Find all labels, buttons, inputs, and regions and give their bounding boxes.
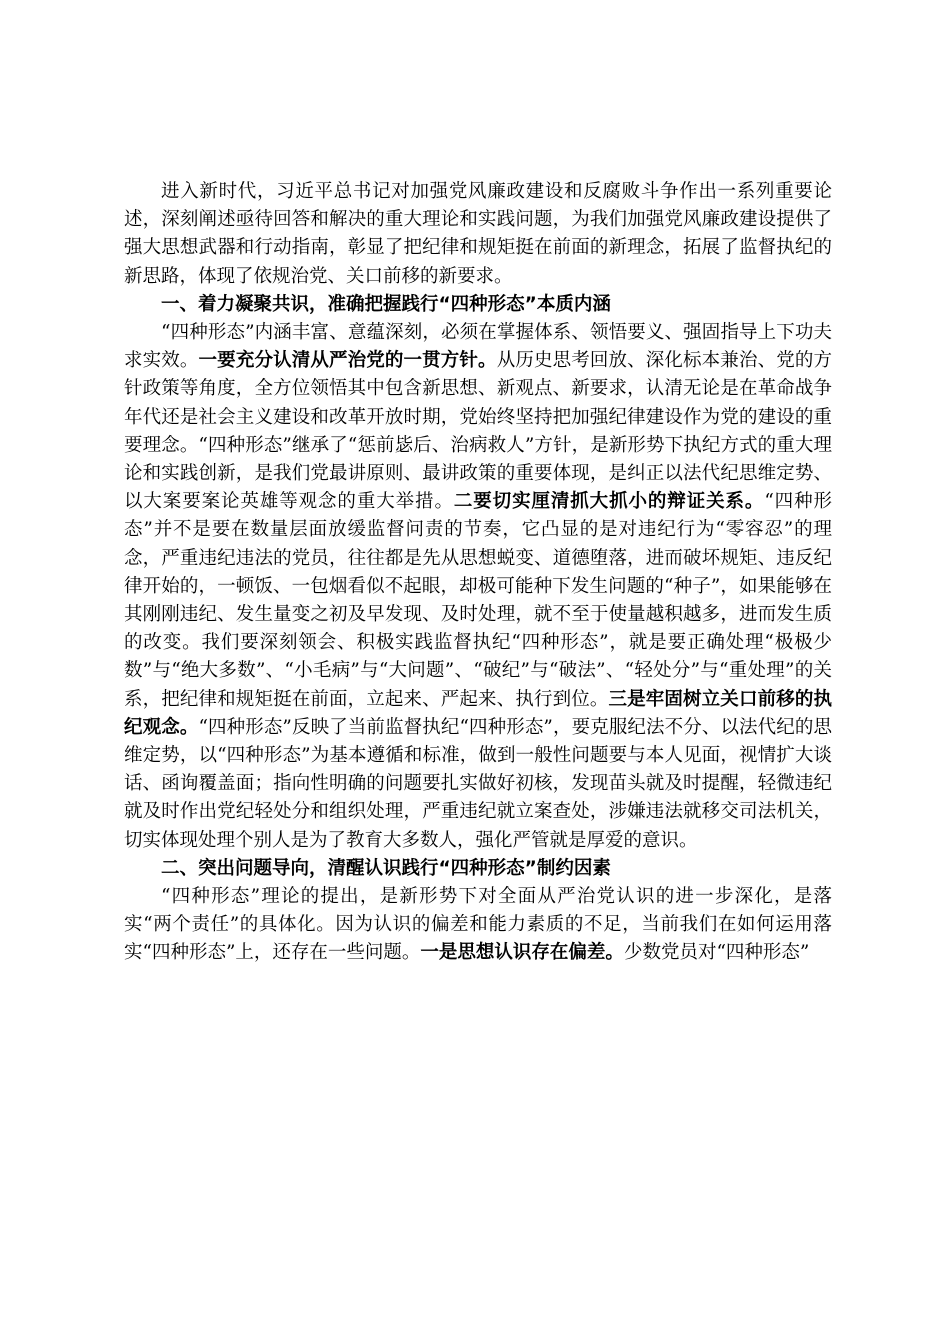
intro-paragraph: 进入新时代，习近平总书记对加强党风廉政建设和反腐败斗争作出一系列重要论述，深刻阐述亟待回答和解决的重大理论和实践问题，为我们加强党风廉政建设提供了强大思想武器和行动指南，彰显了把纪律和规矩挺在前面的新理念，拓展了监督执纪的新思路，体现了依规治党、关口前移的新要求。 bbox=[124, 181, 832, 287]
section-1-heading: 一、着力凝聚共识，准确把握践行“四种形态”本质内涵 bbox=[161, 293, 611, 315]
section-1-point-3-title: 三是牢固树立关口前移的执纪观念。 bbox=[124, 688, 832, 738]
document-body bbox=[124, 178, 832, 968]
section-2-point-1-text: 少数党员对“四种形态” bbox=[623, 942, 810, 964]
section-1-point-2-title: 二要切实厘清抓大抓小的辩证关系。 bbox=[453, 491, 765, 513]
section-1-lead: “四种形态”内涵丰富、意蕴深刻，必须在掌握体系、领悟要义、强固指导上下功夫求实效。 bbox=[124, 322, 832, 372]
section-1-point-1-title: 一要充分认清从严治党的一贯方针。 bbox=[198, 350, 497, 372]
section-2-point-1-title: 一是思想认识存在偏差。 bbox=[420, 942, 624, 964]
section-1-point-1-text: 从历史思考回放、深化标本兼治、党的方针政策等角度，全方位领悟其中包含新思想、新观点、新要求，认清无论是在革命战争年代还是社会主义建设和改革开放时期，党始终坚持把加强纪律建设作为党的建设的重要理念。“四种形态”继承了“惩前毖后、治病救人”方针，是新形势下执纪方式的重大理论和实践创新，是我们党最讲原则、最讲政策的重要体现，是纠正以法代纪思维定势、以大案要案论英雄等观念的重大举措。 bbox=[124, 350, 832, 513]
section-1-point-2-text: “四种形态”并不是要在数量层面放缓监督问责的节奏，它凸显的是对违纪行为“零容忍”的理念，严重违纪违法的党员，往往都是先从思想蜕变、道德堕落，进而破坏规矩、违反纪律开始的，一顿饭、一包烟看似不起眼，却极可能种下发生问题的“种子”，如果能够在其刚刚违纪、发生量变之初及早发现、及时处理，就不至于使量越积越多，进而发生质的改变。我们要深刻领会、积极实践监督执纪“四种形态”，就是要正确处理“极极少数”与“绝大多数”、“小毛病”与“大问题”、“破纪”与“破法”、“轻处分”与“重处理”的关系，把纪律和规矩挺在前面，立起来、严起来、执行到位。 bbox=[124, 491, 832, 710]
section-1-paragraph bbox=[124, 319, 832, 855]
section-1-point-3-text: “四种形态”反映了当前监督执纪“四种形态”，要克服纪法不分、以法代纪的思维定势，以“四种形态”为基本遵循和标准，做到一般性问题要与本人见面，视情扩大谈话、函询覆盖面；指向性明确的问题要扎实做好初核，发现苗头就及时提醒，轻微违纪就及时作出党纪轻处分和组织处理，严重违纪就立案查处，涉嫌违法就移交司法机关，切实体现处理个别人是为了教育大多数人，强化严管就是厚爱的意识。 bbox=[124, 716, 832, 851]
section-2-heading: 二、突出问题导向，清醒认识践行“四种形态”制约因素 bbox=[161, 857, 611, 879]
section-2-lead: “四种形态”理论的提出，是新形势下对全面从严治党认识的进一步深化，是落实“两个责任”的具体化。因为认识的偏差和能力素质的不足，当前我们在如何运用落实“四种形态”上，还存在一些问题。 bbox=[124, 886, 832, 964]
section-2-paragraph bbox=[124, 883, 832, 968]
